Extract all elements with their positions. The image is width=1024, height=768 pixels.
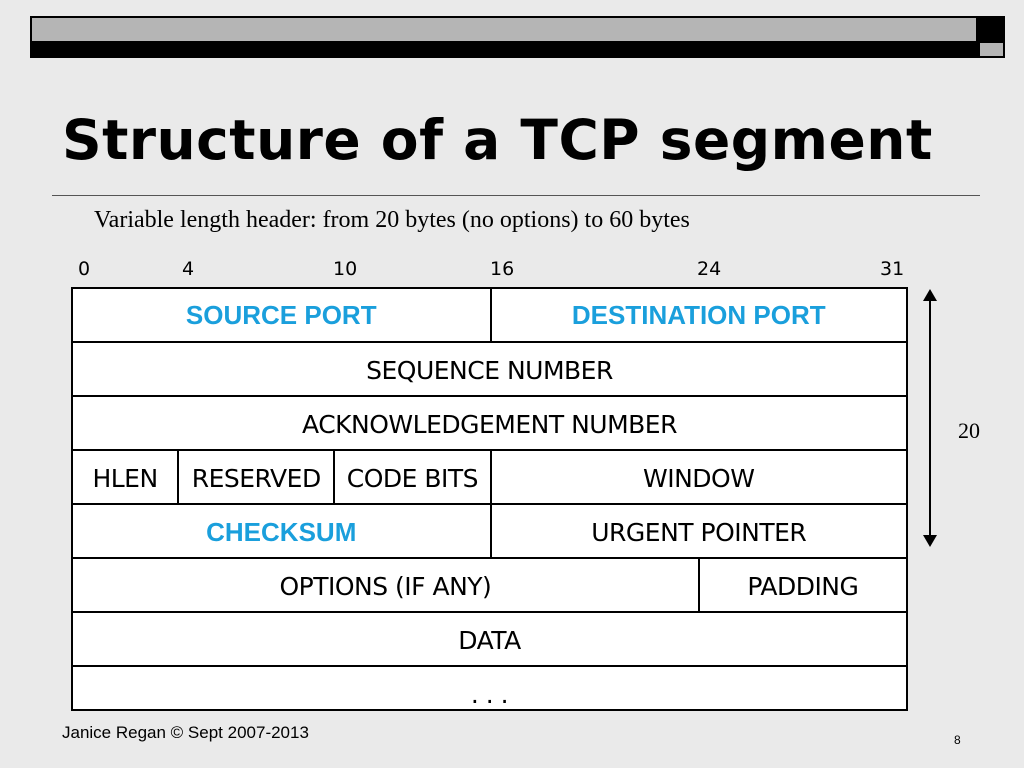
- bit-position-label: 31: [880, 258, 905, 280]
- footer-credit: Janice Regan © Sept 2007-2013: [62, 723, 309, 742]
- field-cell: URGENT POINTER: [490, 505, 907, 559]
- table-row: [73, 341, 906, 397]
- field-cell: RESERVED: [177, 451, 333, 505]
- field-cell: SEQUENCE NUMBER: [366, 355, 613, 385]
- field-cell: SOURCE PORT: [185, 299, 377, 330]
- field-cell: . . .: [470, 679, 509, 709]
- field-cell: OPTIONS (IF ANY): [279, 571, 492, 601]
- table-row: [73, 557, 906, 613]
- title-divider: [52, 195, 980, 196]
- header-length-arrow: [920, 289, 940, 547]
- field-cell: CODE BITS: [333, 451, 489, 505]
- table-row: [73, 503, 906, 559]
- corner-square: [980, 43, 1003, 56]
- field-cell: DATA: [458, 625, 521, 655]
- field-cell: ACKNOWLEDGEMENT NUMBER: [302, 409, 677, 439]
- top-bar-dark-stripe: [32, 41, 976, 56]
- table-row: [73, 289, 906, 341]
- header-length-label: 20: [958, 418, 980, 443]
- table-row: [73, 395, 906, 451]
- page-number: 8: [954, 733, 961, 747]
- field-cell: DESTINATION PORT: [490, 289, 907, 341]
- field-cell: PADDING: [698, 559, 906, 613]
- bit-position-label: 24: [697, 258, 722, 280]
- bit-position-label: 0: [78, 258, 91, 280]
- field-cell: HLEN: [92, 463, 158, 493]
- table-row: [73, 665, 906, 721]
- bit-position-label: 4: [182, 258, 195, 280]
- top-bar-light-stripe: [32, 18, 976, 41]
- bit-position-label: 16: [490, 258, 515, 280]
- table-row: [73, 611, 906, 667]
- field-cell: WINDOW: [490, 451, 907, 505]
- tcp-segment-table: [71, 287, 908, 711]
- table-row: [73, 449, 906, 505]
- slide-title: Structure of a TCP segment: [62, 108, 933, 172]
- field-cell: CHECKSUM: [206, 516, 357, 547]
- slide-subtitle: Variable length header: from 20 bytes (no options) to 60 bytes: [94, 207, 690, 233]
- bit-position-label: 10: [333, 258, 358, 280]
